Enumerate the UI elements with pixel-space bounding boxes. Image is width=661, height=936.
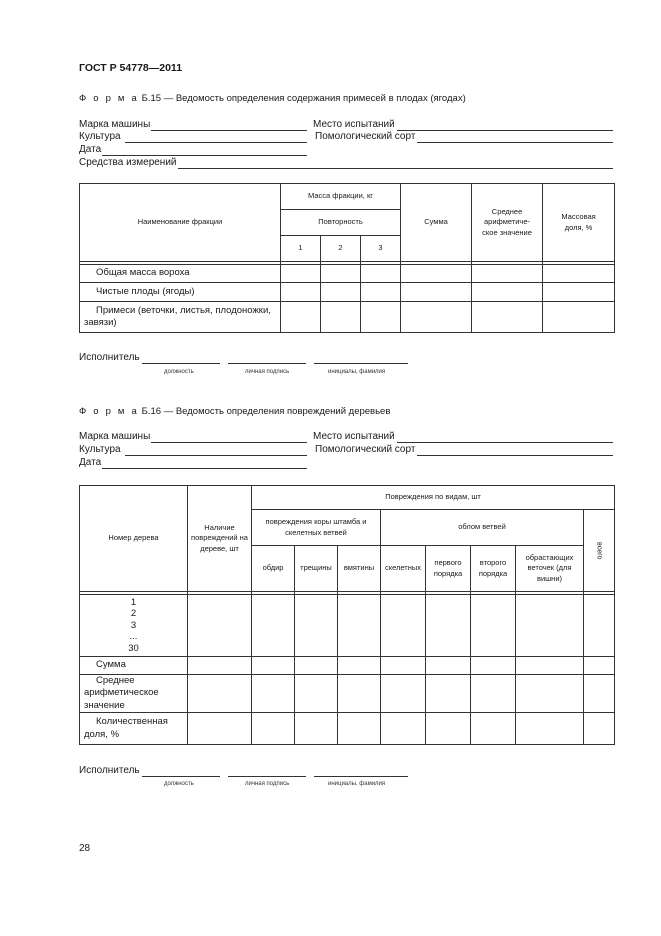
col-break-4: обрастающих веточек (для вишни) bbox=[516, 546, 584, 592]
col-repeat-2: 2 bbox=[321, 236, 361, 262]
form1-instruments-label: Средства измерений bbox=[79, 157, 177, 168]
form1-position-caption: должность bbox=[164, 369, 194, 375]
form2-title-text: Б.16 — Ведомость определения повреждений деревьев bbox=[141, 406, 391, 417]
col-repeat-1: 1 bbox=[281, 236, 321, 262]
form1-pomological-line[interactable] bbox=[417, 142, 613, 143]
form2-crop-line[interactable] bbox=[125, 455, 307, 456]
col-total-label: всего bbox=[595, 542, 603, 560]
form2-signature-caption: личная подпись bbox=[245, 781, 290, 787]
col-bark-3: вмятины bbox=[338, 546, 381, 592]
tree-number: 3 bbox=[130, 619, 137, 631]
form1-title-text: Б.15 — Ведомость определения содержания примесей в плодах (ягодах) bbox=[141, 93, 466, 104]
standard-code: ГОСТ Р 54778—2011 bbox=[79, 62, 183, 74]
table-row bbox=[80, 595, 615, 657]
row-label: Количественная доля, % bbox=[80, 713, 188, 745]
col-bark-2: трещины bbox=[295, 546, 338, 592]
form1-crop-label: Культура bbox=[79, 131, 121, 142]
form2-title bbox=[79, 406, 390, 417]
table-row bbox=[80, 283, 615, 302]
col-break-1: скелетных bbox=[381, 546, 426, 592]
form2-pomological-label: Помологический сорт bbox=[315, 444, 416, 455]
form1-place-line[interactable] bbox=[397, 130, 613, 131]
form1-initials-line[interactable] bbox=[314, 363, 408, 364]
form2-prefix: Ф о р м а bbox=[79, 406, 139, 417]
col-mean: Среднее арифметиче-ское значение bbox=[472, 184, 543, 262]
form2-initials-caption: инициалы, фамилия bbox=[328, 781, 386, 787]
col-repeat-3: 3 bbox=[361, 236, 401, 262]
form1-title bbox=[79, 93, 466, 104]
form1-pomological-label: Помологический сорт bbox=[315, 131, 416, 142]
tree-number: 1 bbox=[130, 597, 137, 609]
form1-instruments-line[interactable] bbox=[178, 168, 613, 169]
col-share: Массовая доля, % bbox=[543, 184, 615, 262]
form1-position-line[interactable] bbox=[142, 363, 220, 364]
col-sum: Сумма bbox=[401, 184, 472, 262]
col-fraction-mass: Масса фракции, кг bbox=[281, 184, 401, 210]
col-damages: Повреждения по видам, шт bbox=[252, 486, 615, 510]
form2-crop-label: Культура bbox=[79, 444, 121, 455]
form2-signature-line[interactable] bbox=[228, 776, 306, 777]
form1-machine-line[interactable] bbox=[151, 130, 307, 131]
row-label: Чистые плоды (ягоды) bbox=[80, 283, 281, 302]
form1-crop-line[interactable] bbox=[125, 142, 307, 143]
tree-number: 30 bbox=[128, 642, 139, 654]
form1-place-label: Место испытаний bbox=[313, 119, 395, 130]
form1-prefix: Ф о р м а bbox=[79, 93, 139, 104]
form2-table bbox=[79, 485, 615, 745]
form1-date-line[interactable] bbox=[102, 155, 307, 156]
table-row bbox=[80, 265, 615, 283]
tree-numbers-cell bbox=[80, 595, 188, 657]
form2-place-label: Место испытаний bbox=[313, 431, 395, 442]
form1-executor-label: Исполнитель bbox=[79, 352, 140, 363]
table-row bbox=[80, 657, 615, 675]
col-break-2: первого порядка bbox=[426, 546, 471, 592]
col-tree-number: Номер дерева bbox=[80, 486, 188, 592]
form2-position-line[interactable] bbox=[142, 776, 220, 777]
col-repeat: Повторность bbox=[281, 210, 401, 236]
row-label: Сумма bbox=[80, 657, 188, 675]
form2-executor-label: Исполнитель bbox=[79, 765, 140, 776]
col-bark-1: обдир bbox=[252, 546, 295, 592]
col-branch-break: облом ветвей bbox=[381, 510, 584, 546]
form1-signature-caption: личная подпись bbox=[245, 369, 290, 375]
form2-date-label: Дата bbox=[79, 457, 102, 468]
tree-number: ... bbox=[129, 631, 138, 643]
tree-number: 2 bbox=[130, 608, 137, 620]
form2-date-line[interactable] bbox=[102, 468, 307, 469]
col-bark-damage: повреждения коры штамба и скелетных ветвей bbox=[252, 510, 381, 546]
form2-machine-label: Марка машины bbox=[79, 431, 151, 442]
page-number: 28 bbox=[79, 843, 91, 854]
form2-initials-line[interactable] bbox=[314, 776, 408, 777]
form2-pomological-line[interactable] bbox=[417, 455, 613, 456]
row-label: Общая масса вороха bbox=[80, 265, 281, 283]
form2-place-line[interactable] bbox=[397, 442, 613, 443]
form1-date-label: Дата bbox=[79, 144, 102, 155]
table-row bbox=[80, 302, 615, 333]
col-fraction-name: Наименование фракции bbox=[80, 184, 281, 262]
table-row bbox=[80, 713, 615, 745]
col-break-3: второго порядка bbox=[471, 546, 516, 592]
col-presence: Наличие повреждений на дереве, шт bbox=[188, 486, 252, 592]
row-label: Среднее арифметическое значение bbox=[80, 675, 188, 713]
form1-initials-caption: инициалы, фамилия bbox=[328, 369, 386, 375]
form2-machine-line[interactable] bbox=[151, 442, 307, 443]
form1-machine-label: Марка машины bbox=[79, 119, 151, 130]
form2-position-caption: должность bbox=[164, 781, 194, 787]
form1-table bbox=[79, 183, 615, 333]
form1-signature-line[interactable] bbox=[228, 363, 306, 364]
row-label: Примеси (веточки, листья, плодоножки, завязи) bbox=[80, 302, 281, 333]
table-row bbox=[80, 675, 615, 713]
col-total bbox=[584, 510, 615, 592]
